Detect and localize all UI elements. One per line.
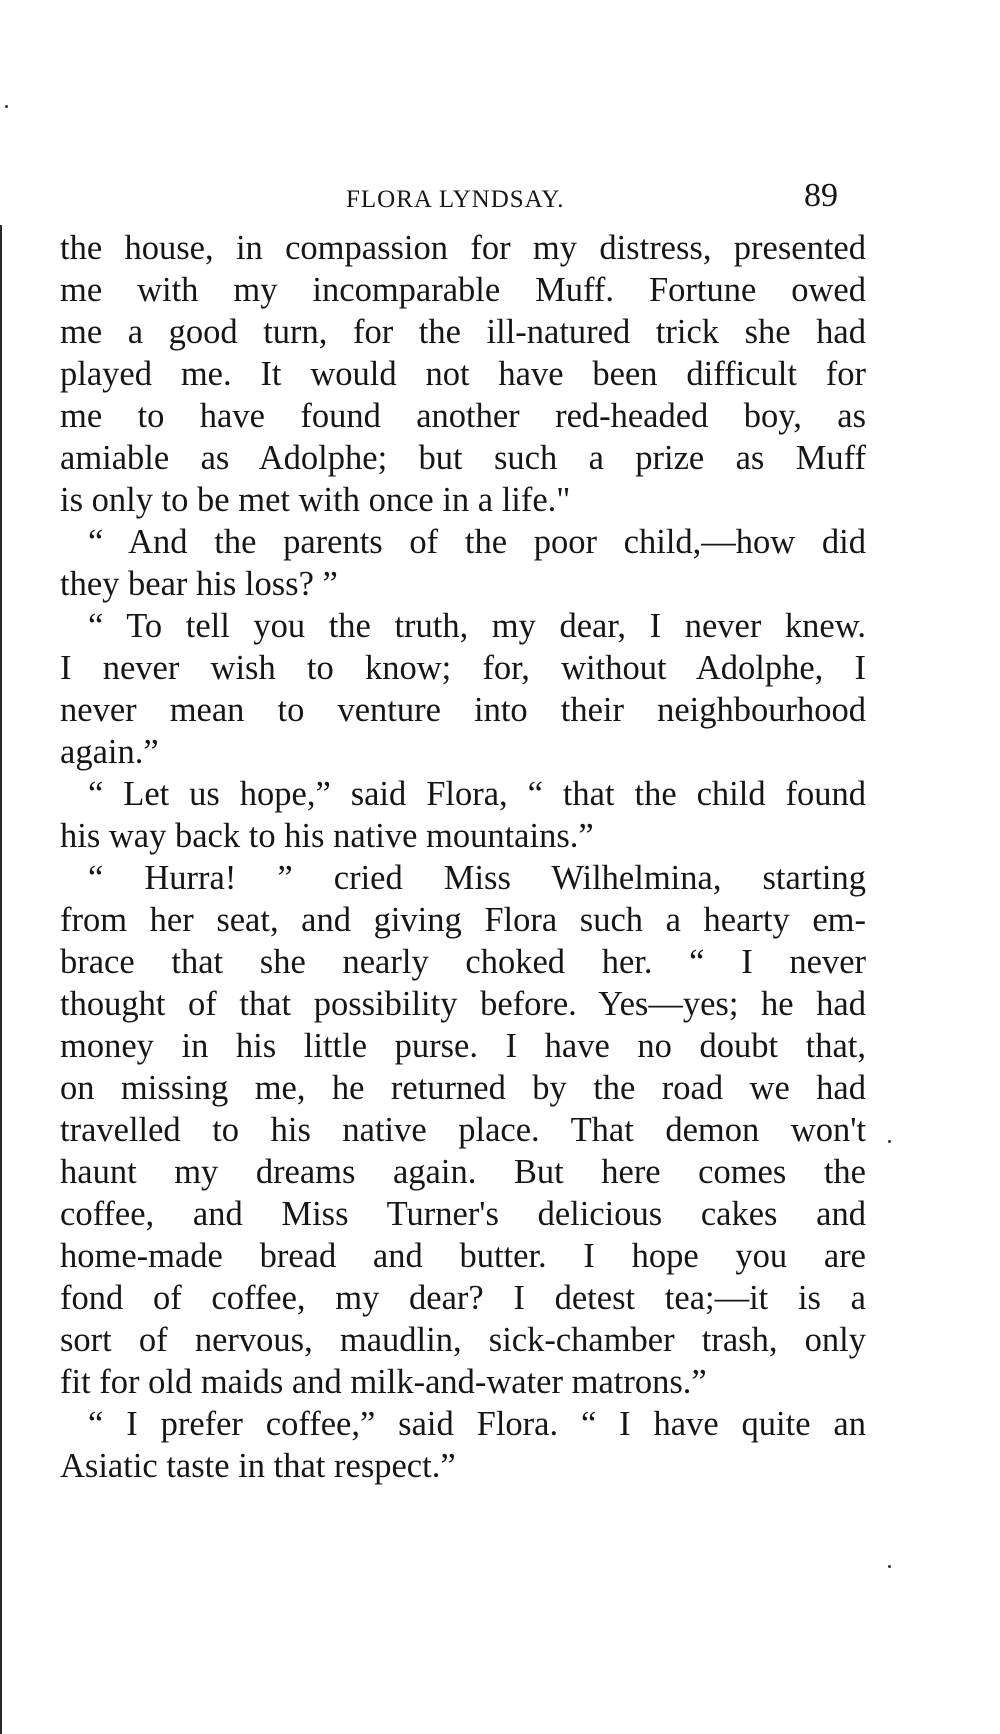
- text-line: “ To tell you the truth, my dear, I never knew.: [88, 607, 866, 645]
- text-line: haunt my dreams again. But here comes the: [60, 1153, 866, 1191]
- text-line: from her seat, and giving Flora such a hearty em-: [60, 901, 866, 939]
- text-line: the house, in compassion for my distress, presented: [60, 229, 866, 267]
- running-title: FLORA LYNDSAY.: [346, 186, 565, 213]
- text-line: fond of coffee, my dear? I detest tea;—it is a: [60, 1279, 866, 1317]
- text-line: is only to be met with once in a life.": [60, 481, 571, 519]
- text-line: me a good turn, for the ill-natured trick she had: [60, 313, 866, 351]
- text-line: brace that she nearly choked her. “ I never: [60, 943, 866, 981]
- text-line: me with my incomparable Muff. Fortune owed: [60, 271, 866, 309]
- text-line: played me. It would not have been difficult for: [60, 355, 866, 393]
- text-line: “ Let us hope,” said Flora, “ that the child found: [88, 775, 866, 813]
- text-line: thought of that possibility before. Yes—yes; he had: [60, 985, 866, 1023]
- page-number: 89: [804, 177, 838, 214]
- text-line: amiable as Adolphe; but such a prize as Muff: [60, 439, 866, 477]
- text-line: I never wish to know; for, without Adolphe, I: [60, 649, 866, 687]
- text-line: coffee, and Miss Turner's delicious cakes and: [60, 1195, 866, 1233]
- ink-speck: [888, 1565, 891, 1568]
- text-line: again.”: [60, 733, 159, 771]
- text-line: they bear his loss? ”: [60, 565, 338, 603]
- ink-speck: [888, 1140, 891, 1143]
- text-line: “ And the parents of the poor child,—how did: [88, 523, 866, 561]
- text-line: money in his little purse. I have no doubt that,: [60, 1027, 866, 1065]
- text-line: Asiatic taste in that respect.”: [60, 1447, 456, 1485]
- ink-speck: [5, 105, 8, 108]
- page-edge-shadow: [0, 225, 2, 1734]
- text-line: travelled to his native place. That demon won't: [60, 1111, 866, 1149]
- text-line: home-made bread and butter. I hope you are: [60, 1237, 866, 1275]
- text-line: fit for old maids and milk-and-water matrons.”: [60, 1363, 707, 1401]
- text-line: sort of nervous, maudlin, sick-chamber trash, only: [60, 1321, 866, 1359]
- text-line: “ I prefer coffee,” said Flora. “ I have quite an: [88, 1405, 866, 1443]
- text-line: me to have found another red-headed boy, as: [60, 397, 866, 435]
- text-line: “ Hurra! ” cried Miss Wilhelmina, starting: [88, 859, 866, 897]
- text-line: never mean to venture into their neighbourhood: [60, 691, 866, 729]
- text-line: on missing me, he returned by the road we had: [60, 1069, 866, 1107]
- text-line: his way back to his native mountains.”: [60, 817, 594, 855]
